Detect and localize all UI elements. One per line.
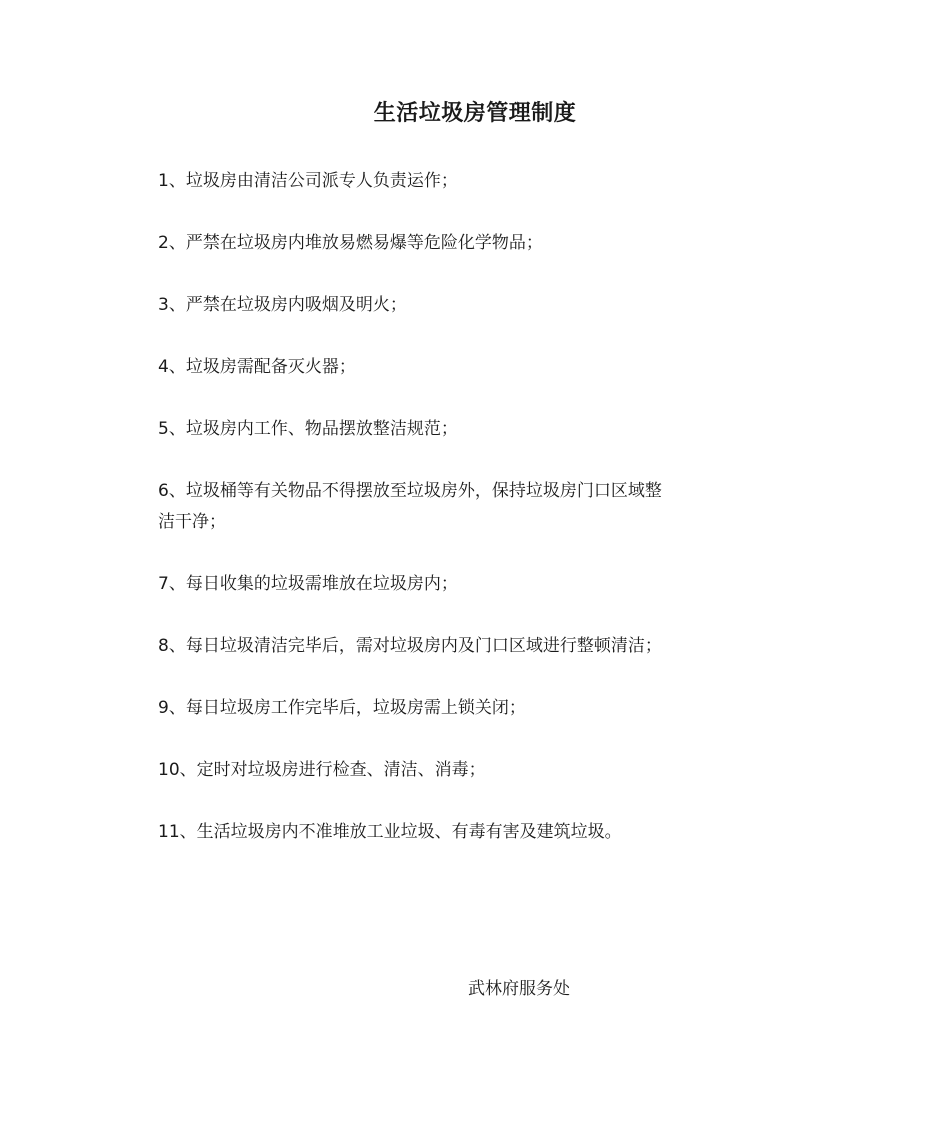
rule-item-5: 5、垃圾房内工作、物品摆放整洁规范； xyxy=(158,419,458,439)
rule-item-7: 7、每日收集的垃圾需堆放在垃圾房内； xyxy=(158,574,458,594)
rule-item-4: 4、垃圾房需配备灭火器； xyxy=(158,357,356,377)
rule-item-6: 6、垃圾桶等有关物品不得摆放至垃圾房外，保持垃圾房门口区域整洁干净； xyxy=(158,481,662,532)
rule-item-10: 10、定时对垃圾房进行检查、清洁、消毒； xyxy=(158,760,486,780)
rule-item-11: 11、生活垃圾房内不准堆放工业垃圾、有毒有害及建筑垃圾。 xyxy=(158,822,622,842)
rule-item-3: 3、严禁在垃圾房内吸烟及明火； xyxy=(158,295,407,315)
document-title: 生活垃圾房管理制度 xyxy=(373,101,577,126)
rule-item-1: 1、垃圾房由清洁公司派专人负责运作； xyxy=(158,171,458,191)
rule-item-8: 8、每日垃圾清洁完毕后，需对垃圾房内及门口区域进行整顿清洁； xyxy=(158,636,662,656)
signature: 武林府服务处 xyxy=(468,979,570,999)
rules-list xyxy=(158,166,663,879)
rule-item-9: 9、每日垃圾房工作完毕后，垃圾房需上锁关闭； xyxy=(158,698,526,718)
rule-item-2: 2、严禁在垃圾房内堆放易燃易爆等危险化学物品； xyxy=(158,233,543,253)
